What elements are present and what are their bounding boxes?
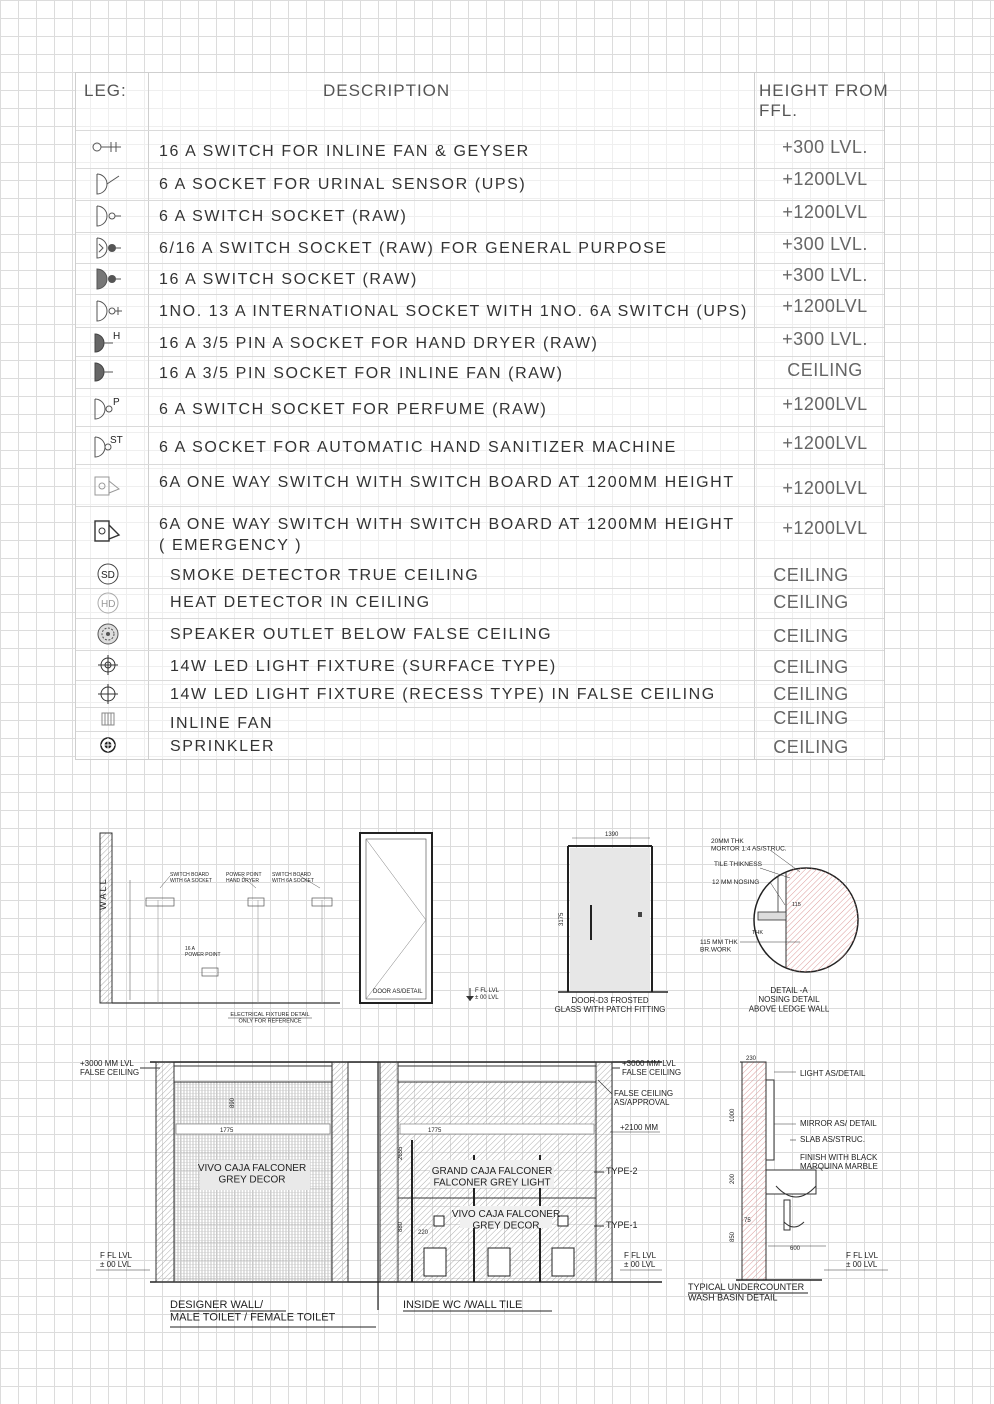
door-d3-height: 3175 bbox=[559, 912, 565, 926]
legend-height: +1200LVL bbox=[782, 478, 868, 498]
legend-desc: SPRINKLER bbox=[170, 738, 276, 755]
switch-board-1-label: SWITCH BOARD WITH 6A SOCKET bbox=[170, 872, 212, 884]
basin-dim-600: 600 bbox=[790, 1246, 801, 1252]
legend-desc: 6 A SOCKET FOR AUTOMATIC HAND SANITIZER MACHINE bbox=[159, 439, 677, 456]
legend-desc: 16 A SWITCH FOR INLINE FAN & GEYSER bbox=[159, 143, 530, 160]
mirror-shape bbox=[766, 1080, 774, 1160]
legend-desc: 6A ONE WAY SWITCH WITH SWITCH BOARD AT 1200MM HEIGHT bbox=[159, 474, 735, 491]
level-2100: +2100 MM bbox=[620, 1123, 659, 1132]
legend-desc: 14W LED LIGHT FIXTURE (RECESS TYPE) IN FALSE CEILING bbox=[170, 686, 716, 703]
type2-label: TYPE-2 bbox=[606, 1166, 638, 1176]
legend-desc: 6 A SWITCH SOCKET (RAW) bbox=[159, 208, 408, 225]
legend-height: +1200LVL bbox=[782, 169, 868, 189]
power-point-dryer-label: POWER POINT HAND DRYER bbox=[226, 872, 262, 884]
wc-dim-2655: 2655 bbox=[398, 1146, 404, 1160]
basin-slab-label: SLAB AS/STRUC. bbox=[800, 1135, 865, 1144]
legend-desc: 16 A 3/5 PIN A SOCKET FOR HAND DRYER (RAW) bbox=[159, 335, 599, 352]
basin-mirror-label: MIRROR AS/ DETAIL bbox=[800, 1119, 877, 1128]
legend-desc: 16 A 3/5 PIN SOCKET FOR INLINE FAN (RAW) bbox=[159, 365, 564, 382]
legend-desc: 14W LED LIGHT FIXTURE (SURFACE TYPE) bbox=[170, 658, 557, 675]
heat-detector-tag: HD bbox=[101, 599, 116, 610]
basin-dim-200: 200 bbox=[730, 1173, 736, 1184]
elevation-ffl-left: F FL LVL ± 00 LVL bbox=[100, 1251, 133, 1270]
legend-desc: 6A ONE WAY SWITCH WITH SWITCH BOARD AT 1200MM HEIGHT ( EMERGENCY ) bbox=[159, 516, 735, 554]
wc-1 bbox=[424, 1248, 446, 1276]
smoke-detector-tag: SD bbox=[101, 570, 115, 581]
top-level-left: +3000 MM LVL FALSE CEILING bbox=[80, 1059, 140, 1078]
legend-col-height: HEIGHT FROM FFL. bbox=[759, 81, 889, 120]
detail-a-brwork: 115 MM THK BR.WORK bbox=[700, 939, 738, 954]
sanitizer-tag: ST bbox=[110, 435, 123, 446]
detail-a-thk: THK bbox=[752, 930, 763, 936]
wc-dim-1775: 1775 bbox=[428, 1128, 442, 1134]
hand-dryer-tag: H bbox=[113, 331, 121, 342]
door-d3-detail bbox=[555, 832, 668, 1014]
legend-col-description: DESCRIPTION bbox=[323, 81, 451, 100]
electrical-detail-caption: ELECTRICAL FIXTURE DETAIL ONLY FOR REFERENCE bbox=[230, 1012, 310, 1025]
detail-a-dim: 115 bbox=[792, 902, 801, 908]
legend-height: +1200LVL bbox=[782, 202, 868, 222]
elevation-caption-right: INSIDE WC /WALL TILE bbox=[403, 1299, 523, 1311]
legend-height: +300 LVL. bbox=[782, 329, 868, 349]
legend-height: CEILING bbox=[773, 592, 849, 612]
basin-light-label: LIGHT AS/DETAIL bbox=[800, 1069, 866, 1078]
electrical-ffl-label: F FL LVL ± 00 LVL bbox=[475, 988, 500, 1001]
detail-a-nosing: 12 MM NOSING bbox=[712, 879, 760, 886]
designer-wall-tile-label: VIVO CAJA FALCONER GREY DECOR bbox=[197, 1163, 307, 1186]
basin-dim-230: 230 bbox=[746, 1056, 757, 1062]
legend-height: CEILING bbox=[773, 565, 849, 585]
legend-height: CEILING bbox=[773, 684, 849, 704]
false-ceiling-label: FALSE CEILING AS/APPROVAL bbox=[614, 1089, 674, 1108]
toilet-elevation bbox=[80, 1059, 681, 1327]
perfume-tag: P bbox=[113, 397, 120, 408]
legend-desc: SPEAKER OUTLET BELOW FALSE CEILING bbox=[170, 626, 553, 643]
electrical-fixture-detail bbox=[98, 833, 500, 1024]
top-level-right: +3000 MM LVL FALSE CEILING bbox=[622, 1059, 682, 1078]
detail-a-caption: DETAIL -A NOSING DETAIL ABOVE LEDGE WALL bbox=[748, 986, 830, 1014]
legend-col-leg: LEG: bbox=[84, 81, 127, 100]
wc-dim-880: 880 bbox=[398, 1221, 404, 1232]
wc-dim-220: 220 bbox=[418, 1230, 429, 1236]
legend-desc: 6/16 A SWITCH SOCKET (RAW) FOR GENERAL PURPOSE bbox=[159, 240, 668, 257]
door-d3-caption: DOOR-D3 FROSTED GLASS WITH PATCH FITTING bbox=[554, 996, 666, 1015]
detail-a-mortor: 20MM THK MORTOR 1:4 AS/STRUC. bbox=[711, 838, 787, 853]
basin-dim-850: 850 bbox=[730, 1231, 736, 1242]
legend-desc: 6 A SOCKET FOR URINAL SENSOR (UPS) bbox=[159, 176, 527, 193]
wc-3 bbox=[552, 1248, 574, 1276]
legend-height: +1200LVL bbox=[782, 296, 868, 316]
power-point-16a-shape bbox=[202, 968, 218, 976]
detail-a-nosing bbox=[700, 838, 866, 1013]
hand-dryer-point-shape bbox=[248, 898, 264, 906]
wash-basin-detail bbox=[688, 1056, 888, 1302]
switch-board-2-label: SWITCH BOARD WITH 6A SOCKET bbox=[272, 872, 314, 884]
legend-desc: 16 A SWITCH SOCKET (RAW) bbox=[159, 271, 418, 288]
basin-finish-label: FINISH WITH BLACK MARQUINA MARBLE bbox=[800, 1153, 878, 1172]
legend-height: CEILING bbox=[773, 708, 849, 728]
basin-dim-1000: 1000 bbox=[730, 1108, 736, 1122]
type1-tile-label: VIVO CAJA FALCONER GREY DECOR bbox=[451, 1209, 561, 1232]
legend-height: +300 LVL. bbox=[782, 234, 868, 254]
legend-height: +300 LVL. bbox=[782, 137, 868, 157]
door-label: DOOR AS/DETAIL bbox=[373, 989, 423, 995]
basin-dim-75: 75 bbox=[744, 1218, 751, 1224]
legend-height: CEILING bbox=[787, 360, 863, 380]
elevation-caption-left: DESIGNER WALL/ MALE TOILET / FEMALE TOILET bbox=[170, 1299, 336, 1324]
legend-desc: 6 A SWITCH SOCKET FOR PERFUME (RAW) bbox=[159, 401, 548, 418]
legend-desc: 1NO. 13 A INTERNATIONAL SOCKET WITH 1NO. 6A SWITCH (UPS) bbox=[159, 303, 748, 320]
wc-2 bbox=[488, 1248, 510, 1276]
elevation-ffl-right: F FL LVL ± 00 LVL bbox=[624, 1251, 657, 1270]
wall-label: W A L L bbox=[98, 879, 108, 910]
detail-a-tile: TILE THIKNESS bbox=[714, 861, 762, 868]
legend-height: +1200LVL bbox=[782, 433, 868, 453]
legend-height: CEILING bbox=[773, 737, 849, 757]
power-point-16a-label: 16 A POWER POINT bbox=[185, 946, 221, 958]
legend-height: CEILING bbox=[773, 657, 849, 677]
switch-board-1-shape bbox=[146, 898, 174, 906]
designer-dim-890: 890 bbox=[230, 1097, 236, 1108]
type1-label: TYPE-1 bbox=[606, 1220, 638, 1230]
designer-dim-1775: 1775 bbox=[220, 1128, 234, 1134]
type2-tile-label: GRAND CAJA FALCONER FALCONER GREY LIGHT bbox=[431, 1166, 553, 1189]
basin-caption: TYPICAL UNDERCOUNTER WASH BASIN DETAIL bbox=[688, 1282, 805, 1303]
legend-height: +1200LVL bbox=[782, 394, 868, 414]
legend-height: +300 LVL. bbox=[782, 265, 868, 285]
legend-desc: SMOKE DETECTOR TRUE CEILING bbox=[170, 567, 480, 584]
legend-desc: HEAT DETECTOR IN CEILING bbox=[170, 594, 431, 611]
legend-desc: INLINE FAN bbox=[170, 715, 274, 732]
legend-height: +1200LVL bbox=[782, 518, 868, 538]
door-d3-width: 1390 bbox=[605, 832, 619, 838]
legend-height: CEILING bbox=[773, 626, 849, 646]
basin-ffl-label: F FL LVL ± 00 LVL bbox=[846, 1251, 879, 1270]
